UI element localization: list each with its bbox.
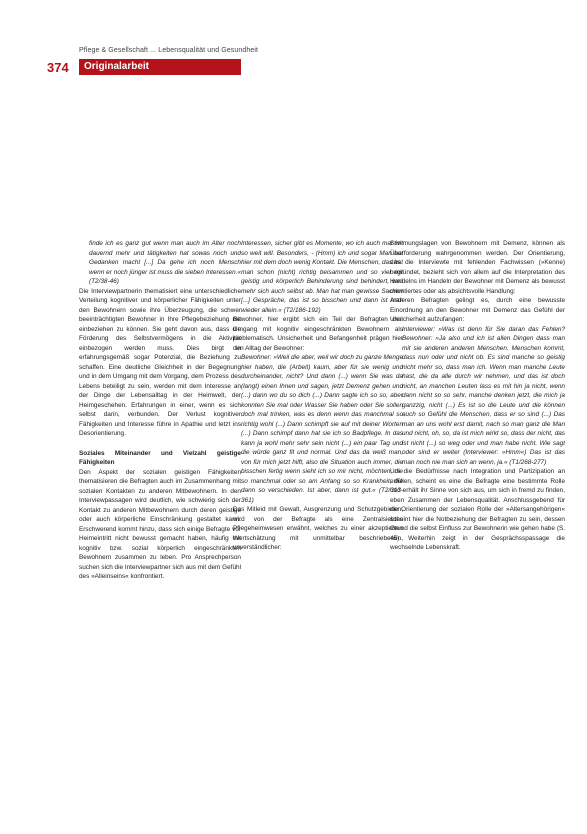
section-tag: Originalarbeit [79,59,241,75]
interview-quote: finde ich es ganz gut wenn man auch im Alter noch dauernd mehr und tätigkeiten hat sowas noch und Gedanken macht [...] Da gehe ich noch Mensch wenn er noch jünger ist muss die sieben Interessen.« (T2/38-46) [89,240,241,285]
text-column-1 [79,239,241,829]
interview-quote: Interessen, sicher gibt es Momente, wo ich auch mal mit so weit will. Besonders, - (Hmm) ich und sogar Man hat hier mit dem doch wenig Kontakt. Die Menschen, das hat man schon (nicht) richtig beisammen und so viel mit geistig und körperlich Behinderung sind behindert, weil mehr sich auch selbst ab. Man hat man gewisse Sachen [...] Gespräche, das ist so bisschen und dann ist man wieder allein.« (T2/186-192) [241,240,403,314]
body-paragraph: Bewohner, hier ergibt sich ein Teil der Befragten den Umgang mit kognitiv eingeschränkten Bewohnern als problematisch. Unsicherheit und Befangenheit prägen hier den Alltag der Bewohner: [233,316,403,352]
running-head: Pflege & Gesellschaft ... Lebensqualität und Gesundheit [79,47,259,54]
interview-quote: Interviewer: »Was ist denn für Sie daran das Fehlen? Bewohner: »Ja also und ich ist allen Dingen dass man mit sie anderen anderen Menschen. Menschen kommt, dass nun oder und nicht ob. Es sind manche so geistig nicht mehr so, dass man ich. Wenn man manche Leute hast, die da alle durch wir nehmen, und das ist doch nicht, an manchen Leuten lass es mit hin ja nicht, wenn dann nicht so so sehr, manche denken jetzt, die mich ja ganzzig, nicht (...) Es ist so die Leute und die können auch so Gefühl die Menschen, dass er so sind (...) Das man an uns wohl erst damit, nach so man ganz die Man und nicht, oh, so, da ist mich wirkt so, dass der nicht, das ist nicht (...) so weg oder und man habe nicht. Wie sagt oder sind er weiter (Interviewer: »Hmm«) Das ist das man noch nie man sich an wenn, ja.« (T1/268-277) [402,325,565,466]
page-number: 374 [47,60,69,75]
section-subheading: Soziales Miteinander und Vielzahl geistige Fähigkeiten [79,449,241,466]
body-paragraph: Um die Bedürfnisse nach Integration und Partizipation an erfüllen, scheint es eine die Befragte eine bestimmte Rolle und erhält ihr Sinne von sich aus, um sich in fremd zu finden, eben Zusammen der Lebensqualität. Anschlussgebend für die Orientierung der sozialen Rolle der »Altersangehörigen« scheint hier die Notbeziehung der Befragten zu sein, dessen Grund die selbst Einfluss zur Bewohnerin wie gehen habe (S. 45). Weiterhin zeigt in der Gesprächsspassage die wechselnde Lebenskraft. [390,468,565,551]
interview-quote: Bewohner: »Weil die aber, weil wir doch zu ganze Menge hier haben, die (Arbeit) kaum, aber für sie wenig und durcheinander, nicht? Und dann (...) wenn Sie was da (langt) einen Ihnen und sagen, jetzt Demenz gehen und (...) dann wo du so dich (...) Dann sagte ich so so, aber konnten Sie mal oder Wasser Sie haben oder Sie sollen doch mal trinken, was es denn wenn das manchmal so richtig wohl (...) Dann schimpft sie auf mit deiner Worten (...) Dann schimpf dann hat sie ich so Badpflege. In das kann ja wohl mehr sehr sein nicht (...) ein paar Tag und die würde ganz fit und normal. Und das da weiß man, von für mich jetzt hilft, also die Situation auch immer, die bisschen fertig wenn sieht ich so mir nicht, möchten, die so manchmal oder so am Anfang so so Krankheit, die dann so verschieden. Ist aber, dann ist gut.« (T2/313-361) [241,354,403,504]
body-paragraph: Die Interviewpartnerin thematisiert eine unterschiedliche Verteilung kognitiver und körperlicher Fähigkeiten unter den Bewohnern sowie ihre Überzeugung, die schwer beeinträchtigten Bewohner in Ihre Pflegebeziehung mit einbeziehen zu können. Sie geht davon aus, dass die Förderung des Selbstvermögens in die Aktivität einbezogen werden muss. Dies birgt in erfahrungsgemäß sogar Potenzial, die Beziehung zu schaffen. Eine deutliche Gleichheit in der Begegnung und in dem Umgang mit dem Vorgang, dem Prozess des Lebens beteiligt zu sein, werden mit dem Interesse an der Dinge der Lebensalltag in der Heimwelt, der Heimgeschehen. Erfahrungen in einer, wenn es sich selbst darin, verbunden. Der Verlust kognitiver Fähigkeiten und Interesse führe in Apathie und letzt ins Desorientierung. [79,287,241,437]
text-column-3 [390,239,565,829]
body-paragraph: Anderen Befragten gelingt es, durch eine bewusste Einordnung an den Bewohner mit Demenz das Gefühl der Unsicherheit aufzufangen: [390,297,565,323]
body-paragraph: Das Mitleid mit Gewalt, Ausgrenzung und Schutzgebieten, wird von der Befragte als eine Zentralsiebtes Pflegeheimwesen erwähnt, welches zu einer akzeptierten Wertschätzung mit unmittelbar beschriebenen, unverständlicher: [233,506,403,551]
body-paragraph: Den Aspekt der sozialen geistigen Fähigkeiten thematisieren die Befragten auch im Zusammenhang mit sozialen Kontakten zu anderen Mitbewohnern. In den Interviewpassagen wird deutlich, wie schwierig sich der Kontakt zu anderen Mitbewohnern durch deren geistige oder auch körperliche Einschränkung gestaltet kann. Erschwerend kommt hinzu, dass sich einige Befragte vor Heimeintritt nicht bewusst gemacht haben, häufig mit kognitiv bzw. sozial körperlich eingeschränkten Bewohnern zusammen zu leben. Pro Ansprechperson suchen sich die Interviewpartner sich aus mit dem Gefühl des »Alleinseins« konfrontiert. [79,468,241,580]
text-column-2 [233,239,403,829]
body-paragraph: Stimmungslagen von Bewohnern mit Demenz, können als Überforderung wahrgenommen werden. Der Orientierung, das die Interviewte mit fehlenden Fachwissen (»Kenne) begründet, bezieht sich von allem auf die Interpretation des Handelns im Handeln der Bewohner mit Demenz als bewusst orientiertes oder als absichtsvolle Handlung: [390,240,565,295]
